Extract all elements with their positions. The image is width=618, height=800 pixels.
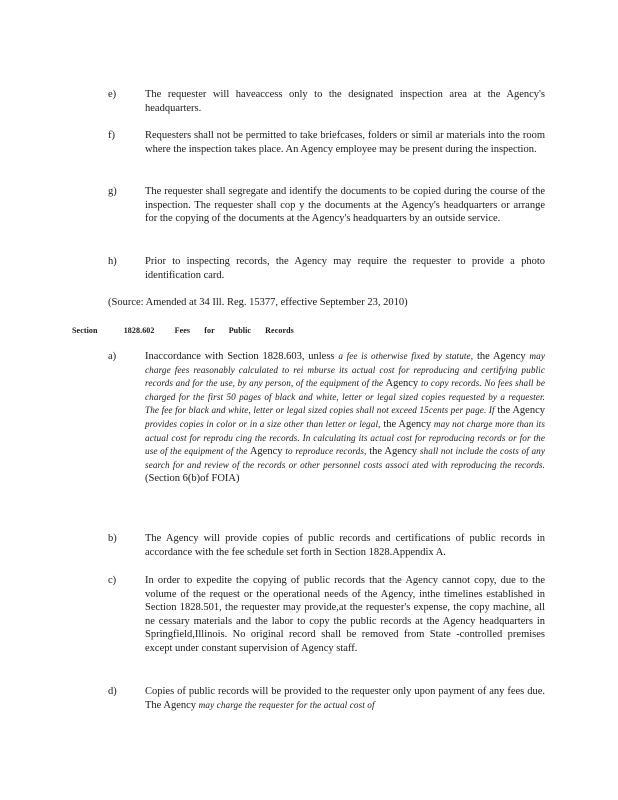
text-run-italic: to copy records. No fees shall be charged for the first 50 pages of black and white, letter or legal sized copies requested by a requester. The fee for black and white, letter or legal sized copies shall not exceed 15cents per page. If bbox=[145, 378, 546, 416]
item-label: e) bbox=[108, 89, 117, 100]
text-run: Copies of public records will be provided to the requester only upon payment of any fees due. The Agency bbox=[145, 686, 545, 711]
text-run-italic: a fee is otherwise fixed by statute, bbox=[338, 351, 474, 361]
item-text: Prior to inspecting records, the Agency may require the requester to provide a photo identification card. bbox=[145, 256, 545, 281]
section-number: 1828.602 bbox=[123, 326, 155, 335]
item-text bbox=[145, 685, 545, 712]
section-word: Section bbox=[72, 326, 98, 335]
text-run-italic: may charge fees reasonably calculated to rei mburse its actual cost for reproducing and certifying public records and for the use, by any person, of the equipment of the bbox=[145, 351, 546, 389]
item-text: The Agency will provide copies of public records and certifications of public records in accordance with the fee schedule set forth in Section 1828.Appendix A. bbox=[145, 533, 545, 558]
section-heading bbox=[72, 326, 532, 335]
item-text bbox=[145, 350, 545, 486]
item-text: Requesters shall not be permitted to take briefcases, folders or simil ar materials into the room where the inspection takes place. An Agency employee may be present during the inspection. bbox=[145, 130, 545, 155]
text-run: Agency bbox=[385, 378, 419, 390]
text-run: (Section 6(b)of FOIA) bbox=[145, 473, 240, 485]
item-label: h) bbox=[108, 256, 117, 267]
text-run: the Agency bbox=[497, 405, 545, 417]
text-run-italic: to reproduce records, bbox=[285, 446, 367, 457]
text-run: the Agency bbox=[383, 418, 432, 430]
text-run-italic: may charge the requester for the actual cost of bbox=[198, 699, 375, 710]
item-text: The requester will haveaccess only to the designated inspection area at the Agency's headquarters. bbox=[145, 89, 545, 114]
item-label: a) bbox=[108, 351, 117, 362]
text-run: the Agency bbox=[369, 446, 418, 458]
item-text: The requester shall segregate and identify the documents to be copied during the course of the inspection. The requester shall cop y the documents at the Agency's headquarters or arrange for the copying of the documents at the Agency's headquarters by an outside service. bbox=[145, 186, 545, 225]
item-label: c) bbox=[108, 575, 117, 586]
item-label: f) bbox=[108, 130, 115, 141]
text-run-italic: shall not include the costs of any search for and review of the records or other personnel costs associ ated with reproducing the records. bbox=[145, 446, 546, 470]
section-title: Fees for Public Records bbox=[174, 326, 294, 335]
item-label: b) bbox=[108, 533, 117, 544]
text-run-italic: may not charge more than its actual cost for reprodu cing the records. In calculating its actual cost for reproducing records or for the use of the equipment of the bbox=[145, 418, 546, 457]
item-label: g) bbox=[108, 186, 117, 197]
text-run: Inaccordance with Section 1828.603, unless bbox=[145, 351, 335, 362]
text-run: Agency bbox=[249, 446, 283, 458]
text-run-italic: provides copies in color or in a size other than letter or legal, bbox=[145, 418, 381, 429]
source-note: (Source: Amended at 34 Ill. Reg. 15377, effective September 23, 2010) bbox=[108, 297, 408, 308]
item-text: In order to expedite the copying of public records that the Agency cannot copy, due to the volume of the request or the operational needs of the Agency, inthe timelines established in Section 1828.501, the requester may provide,at the requester's expense, the copy machine, all ne cessary materials and the labor to copy the public records at the Agency headquarters in Springfield,Illinois. No original record shall be removed from State -controlled premises except under constant supervision of Agency staff. bbox=[145, 575, 545, 654]
text-run: the Agency bbox=[476, 351, 526, 362]
item-label: d) bbox=[108, 686, 117, 697]
